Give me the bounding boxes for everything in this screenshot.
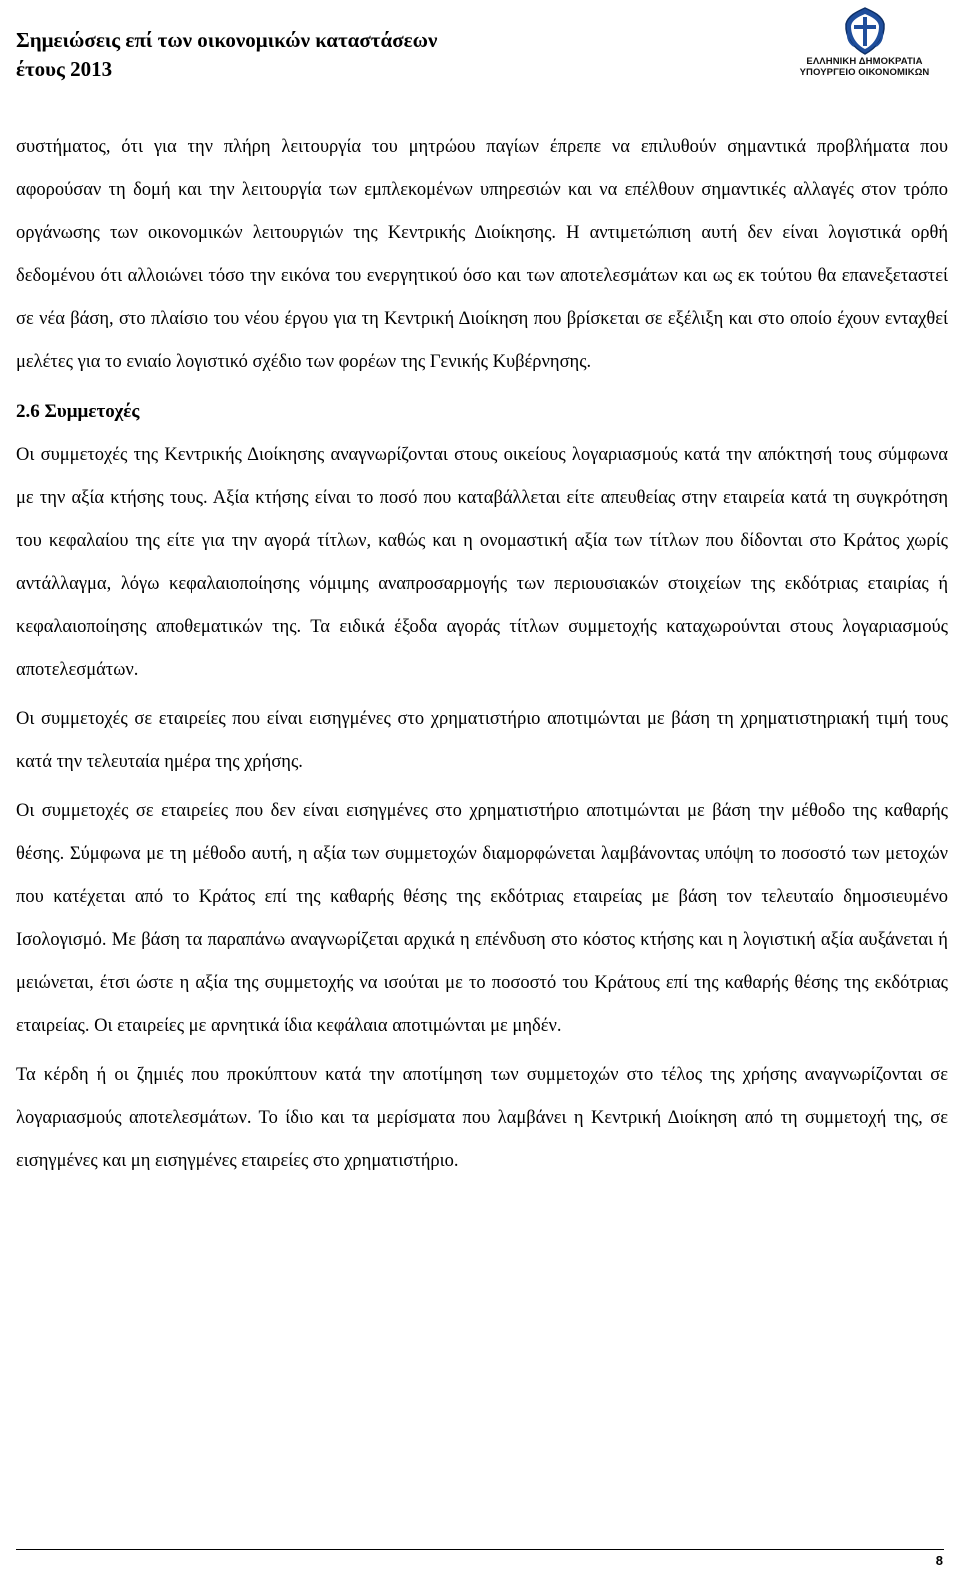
page-header-title — [16, 26, 437, 84]
header-title-line1: Σημειώσεις επί των οικονομικών καταστάσεων — [16, 28, 438, 52]
body-paragraph-continued: συστήματος, ότι για την πλήρη λειτουργία του μητρώου παγίων έπρεπε να επιλυθούν σημαντικά προβλήματα που αφορούσαν τη δομή και την λειτουργία των εμπλεκομένων υπηρεσιών και να επέλθουν σημαντικές αλλαγές στον τρόπο οργάνωσης των οικονομικών λειτουργιών της Κεντρικής Διοίκησης. Η αντιμετώπιση αυτή δεν είναι λογιστικά ορθή δεδομένου ότι αλλοιώνει τόσο την εικόνα του ενεργητικού όσο και των αποτελεσμάτων και ως εκ τούτου θα επανεξεταστεί σε νέα βάση, στο πλαίσιο του νέου έργου για τη Κεντρική Διοίκηση που βρίσκεται σε εξέλιξη και στο οποίο έχουν ενταχθεί μελέτες για το ενιαίο λογιστικό σχέδιο των φορέων της Γενικής Κυβέρνησης. — [16, 137, 948, 372]
header-title-line2: έτους 2013 — [16, 57, 113, 81]
greek-coat-of-arms-icon — [842, 6, 888, 56]
logo-line1: ΕΛΛΗΝΙΚΗ ΔΗΜΟΚΡΑΤΙΑ — [806, 56, 923, 67]
ministry-logo — [787, 6, 942, 84]
body-paragraph: Οι συμμετοχές της Κεντρικής Διοίκησης αναγνωρίζονται στους οικείους λογαριασμούς κατά την απόκτησή τους σύμφωνα με την αξία κτήσης τους. Αξία κτήσης είναι το ποσό που καταβάλλεται είτε απευθείας στην εταιρεία κατά τη συγκρότηση του κεφαλαίου της είτε για την αγορά τίτλων, καθώς και η ονομαστική αξία των τίτλων που δίδονται στο Κράτος χωρίς αντάλλαγμα, λόγω κεφαλαιοποίησης νόμιμης αναπροσαρμογής των περιουσιακών στοιχείων της εκδότριας εταιρίας ή κεφαλαιοποίησης αποθεματικών της. Τα ειδικά έξοδα αγοράς τίτλων συμμετοχής καταχωρούνται στους λογαριασμούς αποτελεσμάτων. — [16, 445, 948, 680]
body-paragraph: Οι συμμετοχές σε εταιρείες που είναι εισηγμένες στο χρηματιστήριο αποτιμώνται με βάση τη χρηματιστηριακή τιμή τους κατά την τελευταία ημέρα της χρήσης. — [16, 709, 948, 772]
page-number: 8 — [935, 1553, 943, 1568]
document-body — [16, 126, 948, 1183]
body-paragraph: Οι συμμετοχές σε εταιρείες που δεν είναι εισηγμένες στο χρηματιστήριο αποτιμώνται με βάση την μέθοδο της καθαρής θέσης. Σύμφωνα με τη μέθοδο αυτή, η αξία των συμμετοχών διαμορφώνεται λαμβάνοντας υπόψη το ποσοστό των μετοχών που κατέχεται από το Κράτος επί της καθαρής θέσης της εκδότριας εταιρείας με βάση τον τελευταίο δημοσιευμένο Ισολογισμό. Με βάση τα παραπάνω αναγνωρίζεται αρχικά η επένδυση στο κόστος κτήσης και η λογιστική αξία αυξάνεται ή μειώνεται, έτσι ώστε η αξία της συμμετοχής να ισούται με το ποσοστό του Κράτους επί της καθαρής θέσης της εκδότριας εταιρείας. Οι εταιρείες με αρνητικά ίδια κεφάλαια αποτιμώνται με μηδέν. — [16, 801, 948, 1036]
logo-line2: ΥΠΟΥΡΓΕΙΟ ΟΙΚΟΝΟΜΙΚΩΝ — [799, 67, 930, 78]
footer-divider — [16, 1549, 944, 1550]
body-paragraph: Τα κέρδη ή οι ζημιές που προκύπτουν κατά την αποτίμηση των συμμετοχών στο τέλος της χρήσης αναγνωρίζονται σε λογαριασμούς αποτελεσμάτων. Το ίδιο και τα μερίσματα που λαμβάνει η Κεντρική Διοίκηση από τη συμμετοχή της, σε εισηγμένες και μη εισηγμένες εταιρείες στο χρηματιστήριο. — [16, 1065, 948, 1171]
section-heading-2-6: 2.6 Συμμετοχές — [16, 401, 140, 422]
